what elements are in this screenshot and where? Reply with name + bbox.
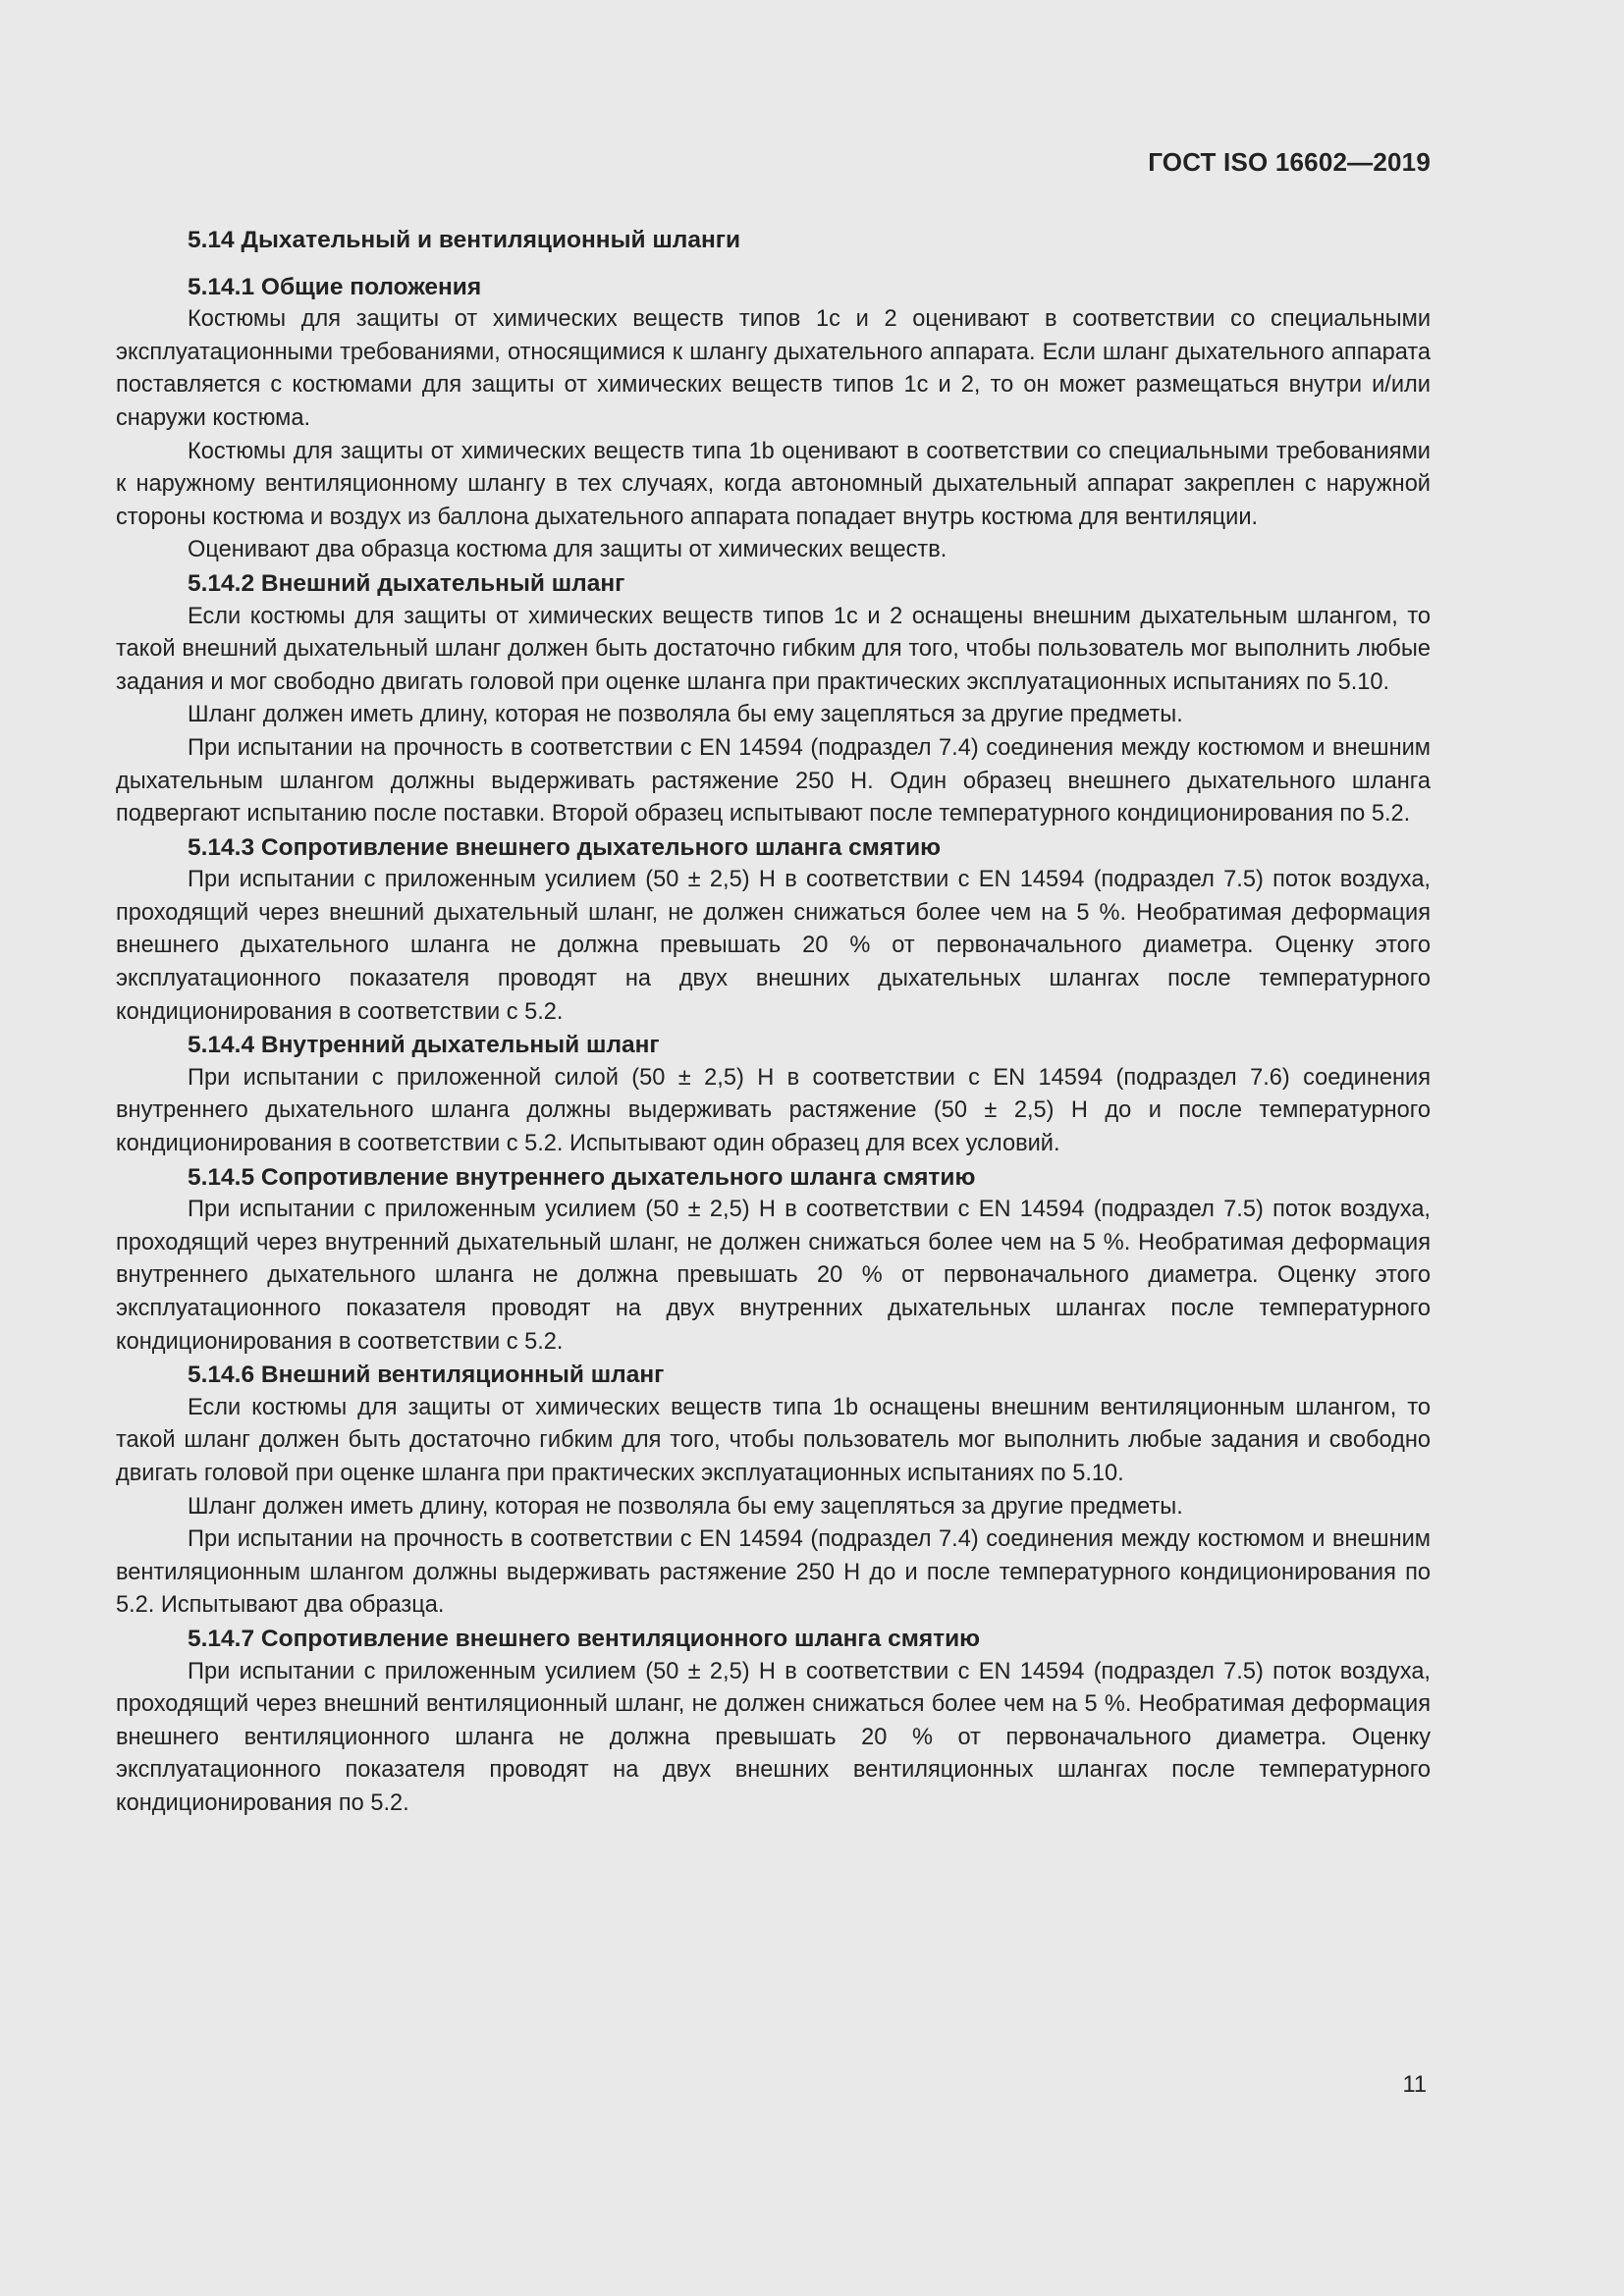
paragraph: Костюмы для защиты от химических веществ типа 1b оценивают в соответствии со специальными требованиями к наружному вентиляционному шлангу в тех случаях, когда автономный дыхательный аппарат закреплен с наружной стороны костюма и воздух из баллона дыхательного аппарата попадает внутрь костюма для вентиляции. [116, 438, 1431, 530]
paragraph: При испытании с приложенной силой (50 ± 2,5) Н в соответствии с EN 14594 (подраздел 7.6) соединения внутреннего дыхательного шланга должны выдерживать растяжение (50 ± 2,5) Н до и после температурного кондиционирования в соответствии с 5.2. Испытывают один образец для всех условий. [116, 1064, 1431, 1157]
document-header: ГОСТ ISO 16602—2019 [1148, 147, 1431, 177]
subsection-heading: 5.14.7 Сопротивление внешнего вентиляционного шланга смятию [188, 1625, 981, 1652]
subsection-heading: 5.14.3 Сопротивление внешнего дыхательного шланга смятию [188, 833, 942, 861]
paragraph: При испытании с приложенным усилием (50 ± 2,5) Н в соответствии с EN 14594 (подраздел 7.5) поток воздуха, проходящий через внешний вентиляционный шланг, не должен снижаться более чем на 5 %. Необратимая деформация внешнего вентиляционного шланга не должна превышать 20 % от первоначального диаметра. Оценку эксплуатационного показателя проводят на двух внешних вентиляционных шлангах после температурного кондиционирования по 5.2. [116, 1658, 1431, 1816]
paragraph: Шланг должен иметь длину, которая не позволяла бы ему зацепляться за другие предметы. [188, 1493, 1183, 1520]
subsection-heading: 5.14.5 Сопротивление внутреннего дыхательного шланга смятию [188, 1163, 976, 1191]
paragraph: При испытании с приложенным усилием (50 ± 2,5) Н в соответствии с EN 14594 (подраздел 7.5) поток воздуха, проходящий через внутренний дыхательный шланг, не должен снижаться более чем на 5 %. Необратимая деформация внутреннего дыхательного шланга не должна превышать 20 % от первоначального диаметра. Оценку этого эксплуатационного показателя проводят на двух внутренних дыхательных шлангах после температурного кондиционирования в соответствии с 5.2. [116, 1197, 1431, 1355]
paragraph: При испытании на прочность в соответствии с EN 14594 (подраздел 7.4) соединения между костюмом и внешним вентиляционным шлангом должны выдерживать растяжение 250 Н до и после температурного кондиционирования по 5.2. Испытывают два образца. [116, 1526, 1431, 1619]
paragraph: Шланг должен иметь длину, которая не позволяла бы ему зацепляться за другие предметы. [188, 702, 1183, 728]
paragraph: Если костюмы для защиты от химических веществ типа 1b оснащены внешним вентиляционным шлангом, то такой шланг должен быть достаточно гибким для того, чтобы пользователь мог выполнить любые задания и свободно двигать головой при оценке шланга при практических эксплуатационных испытаниях по 5.10. [116, 1394, 1431, 1486]
document-body [116, 224, 1431, 1821]
subsection-heading: 5.14.2 Внешний дыхательный шланг [188, 569, 625, 597]
paragraph: Костюмы для защиты от химических веществ типов 1с и 2 оценивают в соответствии со специальными эксплуатационными требованиями, относящимися к шлангу дыхательного аппарата. Если шланг дыхательного аппарата поставляется с костюмами для защиты от химических веществ типов 1с и 2, то он может размещаться внутри и/или снаружи костюма. [116, 306, 1431, 431]
paragraph: При испытании на прочность в соответствии с EN 14594 (подраздел 7.4) соединения между костюмом и внешним дыхательным шлангом должны выдерживать растяжение 250 Н. Один образец внешнего дыхательного шланга подвергают испытанию после поставки. Второй образец испытывают после температурного кондиционирования по 5.2. [116, 734, 1431, 828]
subsection-heading: 5.14.6 Внешний вентиляционный шланг [188, 1362, 665, 1389]
paragraph: При испытании с приложенным усилием (50 ± 2,5) Н в соответствии с EN 14594 (подраздел 7.5) поток воздуха, проходящий через внешний дыхательный шланг, не должен снижаться более чем на 5 %. Необратимая деформация внешнего дыхательного шланга не должна превышать 20 % от первоначального диаметра. Оценку этого эксплуатационного показателя проводят на двух внешних дыхательных шлангах после температурного кондиционирования в соответствии с 5.2. [116, 867, 1431, 1025]
paragraph: Оценивают два образца костюма для защиты от химических веществ. [188, 537, 947, 563]
subsection-heading: 5.14.1 Общие положения [188, 273, 482, 300]
section-heading: 5.14 Дыхательный и вентиляционный шланги [188, 227, 741, 253]
page-number: 11 [1402, 2072, 1427, 2098]
subsection-heading: 5.14.4 Внутренний дыхательный шланг [188, 1032, 660, 1059]
paragraph: Если костюмы для защиты от химических веществ типов 1с и 2 оснащены внешним дыхательным шлангом, то такой внешний дыхательный шланг должен быть достаточно гибким для того, чтобы пользователь мог выполнить любые задания и мог свободно двигать головой при оценке шланга при практических эксплуатационных испытаниях по 5.10. [116, 603, 1431, 695]
